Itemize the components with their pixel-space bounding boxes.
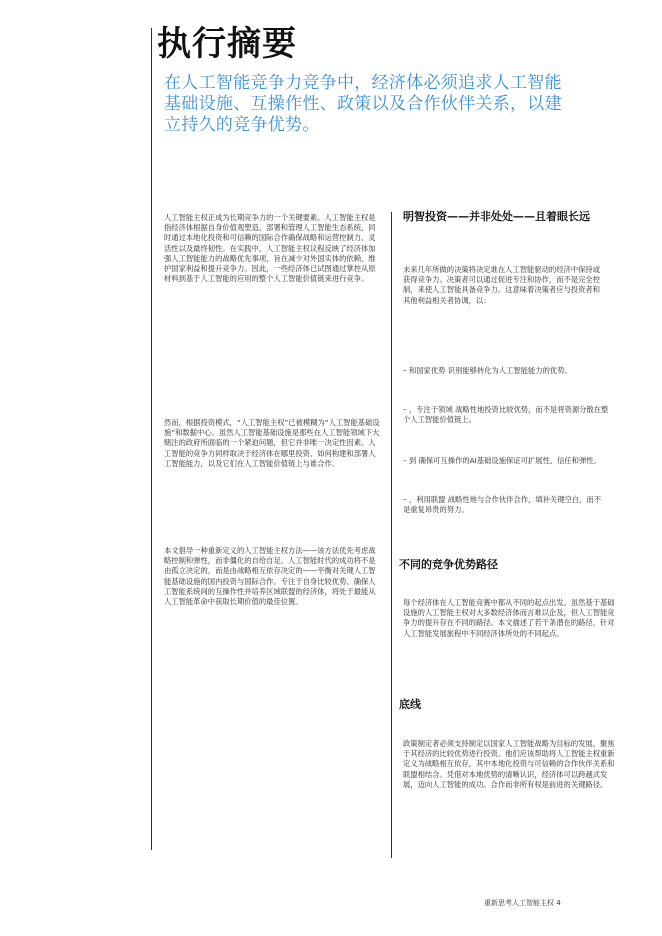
section-heading-paths: 不同的竞争优势路径	[399, 558, 498, 571]
left-paragraph-3: 本文倡导一种重新定义的人工智能主权方法——该方法优先考虑战略控制和弹性，而非僵化的自给自足。人工智能时代的成功将不是由孤立决定的，而是由战略相互依存决定的——平衡对关键人工智能基础设施的国内投资与国际合作。专注于自身比较优势、确保人工智能系统间的互操作性并培养区域联盟的经济体，将处于最能从人工智能革命中获取长期价值的最佳位置。	[164, 546, 376, 607]
bullet-item-4: – ，利用联盟 战略性地与合作伙伴合作，填补关键空白，而不是重复昂贵的努力。	[403, 495, 602, 515]
right-paragraph-2: 每个经济体在人工智能竞赛中都从不同的起点出发。虽然基于基础设施的人工智能主权对大多数经济体而言难以企及，但人工智能竞争力的提升存在不同的路径。本文描述了若干条潜在的路径，针对人工智能发展旅程中不同经济体所处的不同起点。	[403, 598, 615, 638]
page-subtitle: 在人工智能竞争力竞争中，经济体必须追求人工智能基础设施、互操作性、政策以及合作伙伴关系，以建立持久的竞争优势。	[164, 73, 562, 135]
left-paragraph-2: 然而，根据投资模式，“人工智能主权”已被模糊为“人工智能基础设施”和数据中心。虽然人工智能基础设施是那些在人工智能领域下大赌注的政府所面临的一个紧迫问题，但它并非唯一决定性因素。人工智能的竞争力同样取决于经济体在哪里投资、如何构建和部署人工智能能力，以及它们在人工智能价值链上与谁合作。	[164, 418, 380, 468]
page-footer: 重新思考人工智能主权 4	[484, 899, 561, 907]
section-heading-bottom-line: 底线	[399, 698, 421, 711]
page-title: 执行摘要	[157, 24, 297, 64]
bullet-item-1: – 和国家优势 识别能够转化为人工智能能力的优势。	[403, 366, 572, 375]
bullet-item-3: – 到 确保可互操作的AI基础设施保证可扩展性、信任和弹性。	[403, 456, 601, 465]
section-heading-invest-wisely: 明智投资——并非处处——且着眼长远	[403, 210, 590, 223]
left-margin-rule	[151, 28, 152, 850]
right-paragraph-3: 政策制定者必须支持制定以国家人工智能战略为目标的发展，聚焦于其经济的比较优势进行投资。他们应该帮助将人工智能主权重新定义为战略相互依存，其中本地化投资与可信赖的合作伙伴关系和联盟相结合。凭借对本地优势的清晰认识，经济体可以跨越式发展，迈向人工智能的成功。合作而非所有权是前进的关键路径。	[403, 739, 615, 789]
right-paragraph-1: 未来几年所做的决策将决定谁在人工智能驱动的经济中保持或获得竞争力。决策者可以通过促进专注和协作，而不是完全控制，来使人工智能具备竞争力。这意味着决策者应与投资者和其他利益相关者协调，以：	[403, 265, 601, 305]
bullet-item-2: – ，专注于领域 战略性地投资比较优势，而不是将资源分散在整个人工智能价值链上。	[403, 405, 609, 425]
left-paragraph-1: 人工智能主权正成为长期竞争力的一个关键要素。人工智能主权是指经济体根据自身价值观塑造、部署和管理人工智能生态系统，同时通过本地化投资和可信赖的国际合作确保战略和运营控制力、灵活性以及最终韧性。在实践中，人工智能主权议程反映了经济体加强人工智能能力的战略优先事项，旨在减少对外国实体的依赖、维护国家利益和提升竞争力。因此，一些经济体已试图通过掌控从原材料到基于人工智能的应用的整个人工智能价值链来进行竞争。	[164, 213, 376, 284]
column-divider-rule	[391, 212, 392, 858]
